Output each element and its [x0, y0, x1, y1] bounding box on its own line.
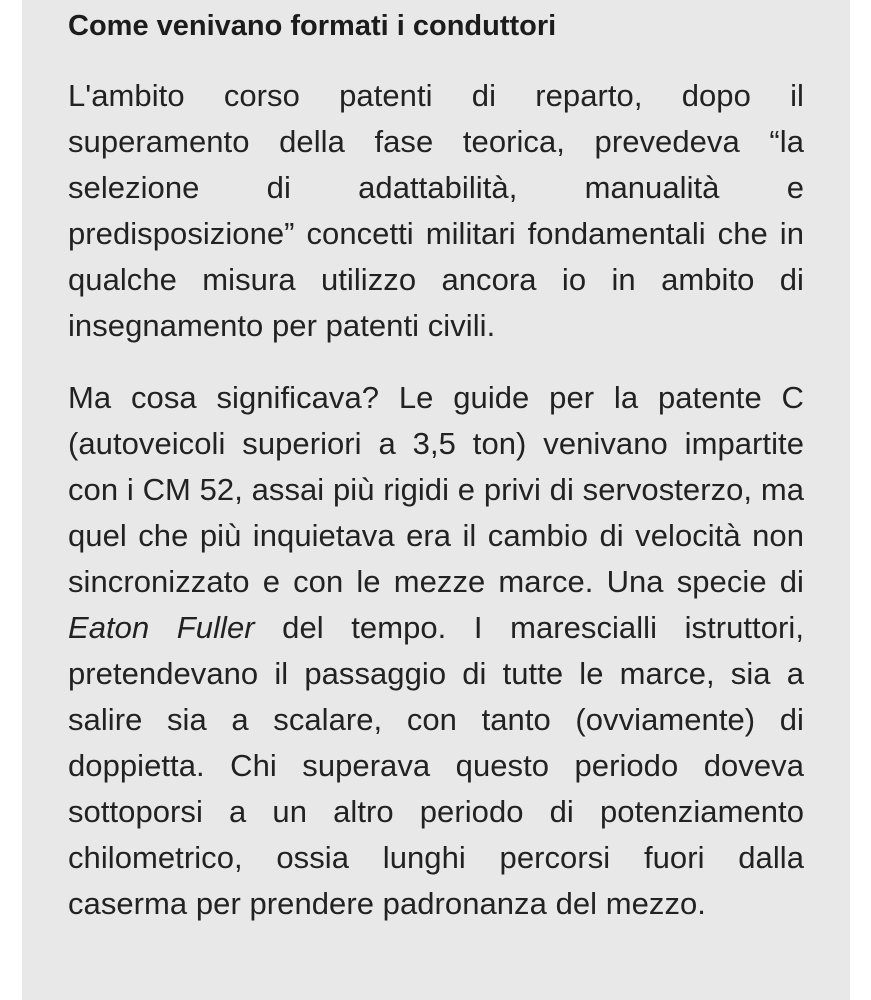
- article-panel: [22, 0, 850, 1000]
- paragraph-training-selection: L'ambito corso patenti di reparto, dopo il superamento della fase teorica, prevedeva “la selezione di adattabilità, manualità e predisposizione” concetti militari fondamentali che in qualche misura utilizzo ancora io in ambito di insegnamento per patenti civili.: [68, 78, 804, 343]
- article-content: [68, 0, 804, 927]
- paragraph-text-start: Ma cosa significava? Le guide per la patente C (autoveicoli superiori a 3,5 ton) venivano impartite con i CM 52, assai più rigidi e privi di servosterzo, ma quel che più inquietava era il cambio di velocità non sincronizzato e con le mezze marce. Una specie di: [68, 380, 804, 599]
- paragraph-italic-term: Eaton Fuller: [68, 610, 255, 645]
- paragraph-driving-lessons: [68, 375, 804, 927]
- section-heading: Come venivano formati i conduttori: [68, 10, 557, 42]
- paragraph-text-end: del tempo. I marescialli istruttori, pretendevano il passaggio di tutte le marce, sia a salire sia a scalare, con tanto (ovviamente) di doppietta. Chi superava questo periodo doveva sottoporsi a un altro periodo di potenziamento chilometrico, ossia lunghi percorsi fuori dalla caserma per prendere padronanza del mezzo.: [68, 610, 804, 921]
